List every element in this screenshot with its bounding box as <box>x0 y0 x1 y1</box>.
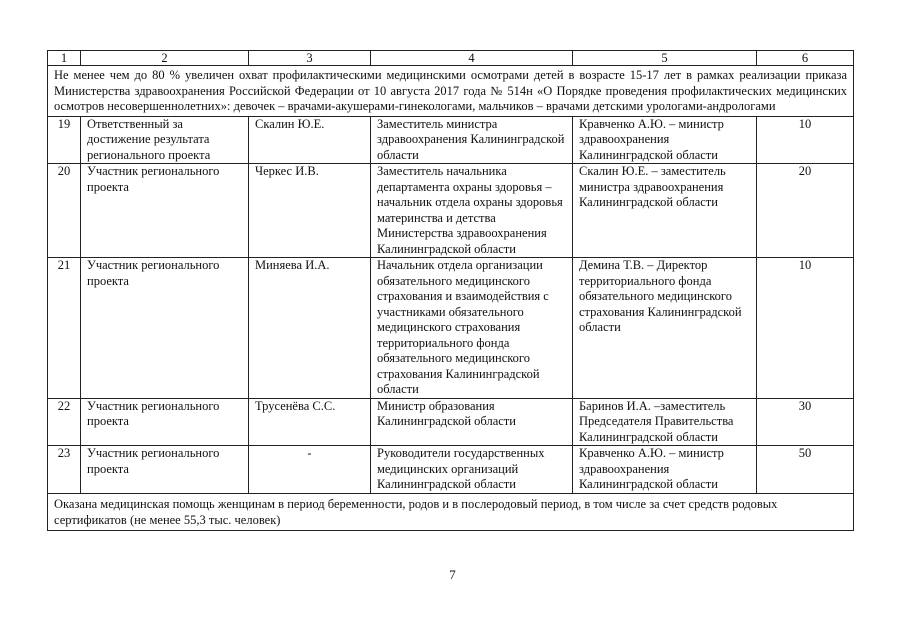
section-text-bottom: Оказана медицинская помощь женщинам в период беременности, родов и в послеродовый период, в том числе за счет средств родовых сертификатов (не менее 55,3 тыс. человек) <box>48 493 854 530</box>
row-role: Участник регионального проекта <box>81 258 249 399</box>
header-cell-4: 4 <box>371 51 573 66</box>
row-person: Скалин Ю.Е. <box>249 116 371 164</box>
row-number: 19 <box>48 116 81 164</box>
document-page <box>47 50 853 531</box>
row-position: Заместитель министра здравоохранения Калининградской области <box>371 116 573 164</box>
row-value: 20 <box>757 164 854 258</box>
table-row <box>48 258 854 399</box>
header-cell-2: 2 <box>81 51 249 66</box>
header-cell-5: 5 <box>573 51 757 66</box>
header-cell-6: 6 <box>757 51 854 66</box>
table-row <box>48 164 854 258</box>
header-row <box>48 51 854 66</box>
row-person: - <box>249 446 371 494</box>
row-role: Ответственный за достижение результата регионального проекта <box>81 116 249 164</box>
row-supervisor: Кравченко А.Ю. – министр здравоохранения Калининградской области <box>573 446 757 494</box>
row-number: 20 <box>48 164 81 258</box>
table-row <box>48 398 854 446</box>
row-supervisor: Кравченко А.Ю. – министр здравоохранения Калининградской области <box>573 116 757 164</box>
row-supervisor: Баринов И.А. –заместитель Председателя Правительства Калининградской области <box>573 398 757 446</box>
table-row <box>48 446 854 494</box>
section-text-top: Не менее чем до 80 % увеличен охват профилактическими медицинскими осмотрами детей в возрасте 15-17 лет в рамках реализации приказа Министерства здравоохранения Российской Федерации от 10 августа 2017 года № 514н «О Порядке проведения профилактических медицинских осмотров несовершеннолетних»: девочек – врачами-акушерами-гинекологами, мальчиков – врачами детскими урологами-андрологами <box>48 66 854 117</box>
row-role: Участник регионального проекта <box>81 164 249 258</box>
row-position: Руководители государственных медицинских организаций Калининградской области <box>371 446 573 494</box>
table-row <box>48 116 854 164</box>
row-number: 21 <box>48 258 81 399</box>
row-number: 23 <box>48 446 81 494</box>
row-person: Трусенёва С.С. <box>249 398 371 446</box>
section-row-bottom <box>48 493 854 530</box>
row-supervisor: Скалин Ю.Е. – заместитель министра здравоохранения Калининградской области <box>573 164 757 258</box>
row-value: 10 <box>757 116 854 164</box>
row-value: 30 <box>757 398 854 446</box>
row-person: Черкес И.В. <box>249 164 371 258</box>
row-position: Министр образования Калининградской области <box>371 398 573 446</box>
row-position: Заместитель начальника департамента охраны здоровья – начальник отдела охраны здоровья материнства и детства Министерства здравоохранения Калининградской области <box>371 164 573 258</box>
header-cell-3: 3 <box>249 51 371 66</box>
row-position: Начальник отдела организации обязательного медицинского страхования и взаимодействия с участниками обязательного медицинского страхования территориального фонда обязательного медицинского страхования Калининградской области <box>371 258 573 399</box>
project-participants-table <box>47 50 854 531</box>
section-row-top <box>48 66 854 117</box>
row-number: 22 <box>48 398 81 446</box>
row-value: 50 <box>757 446 854 494</box>
row-value: 10 <box>757 258 854 399</box>
page-number: 7 <box>449 567 456 582</box>
row-role: Участник регионального проекта <box>81 398 249 446</box>
row-person: Миняева И.А. <box>249 258 371 399</box>
row-supervisor: Демина Т.В. – Директор территориального фонда обязательного медицинского страхования Калининградской области <box>573 258 757 399</box>
row-role: Участник регионального проекта <box>81 446 249 494</box>
header-cell-1: 1 <box>48 51 81 66</box>
